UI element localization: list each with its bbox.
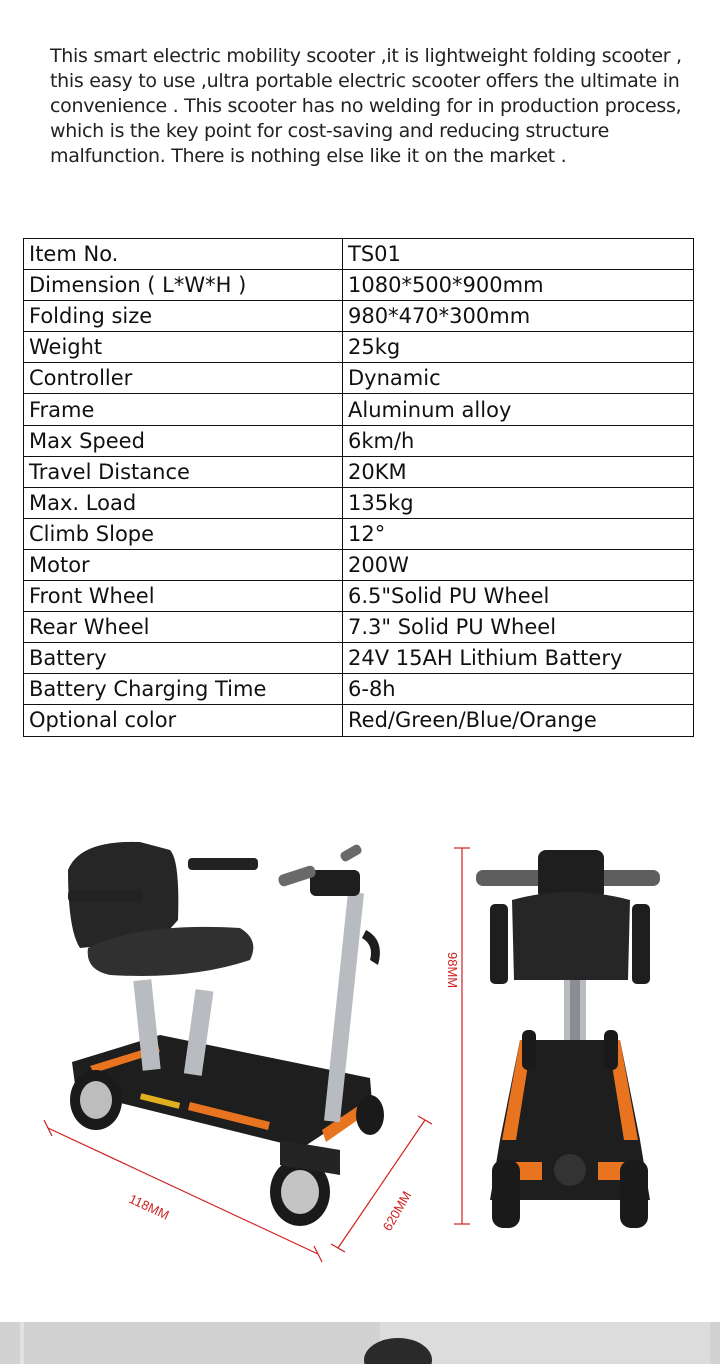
spec-row <box>24 518 694 549</box>
spec-row <box>24 581 694 612</box>
spec-row <box>24 270 694 301</box>
spec-label: Rear Wheel <box>24 612 343 643</box>
spec-value: 24V 15AH Lithium Battery <box>343 643 694 674</box>
spec-row <box>24 456 694 487</box>
length-dimension-label: 118MM <box>126 1191 172 1223</box>
spec-value: Aluminum alloy <box>343 394 694 425</box>
spec-value: 6km/h <box>343 425 694 456</box>
spec-row <box>24 643 694 674</box>
spec-row <box>24 332 694 363</box>
description-line: this easy to use ,ultra portable electric scooter offers the ultimate in <box>50 70 680 92</box>
spec-value: 25kg <box>343 332 694 363</box>
spec-label: Travel Distance <box>24 456 343 487</box>
spec-row <box>24 549 694 580</box>
spec-label: Dimension ( L*W*H ) <box>24 270 343 301</box>
spec-value: TS01 <box>343 239 694 270</box>
spec-label: Weight <box>24 332 343 363</box>
spec-label: Folding size <box>24 301 343 332</box>
width-dimension-label: 620MM <box>379 1188 415 1234</box>
spec-value: 12° <box>343 518 694 549</box>
spec-value: 7.3" Solid PU Wheel <box>343 612 694 643</box>
spec-row <box>24 363 694 394</box>
spec-row <box>24 301 694 332</box>
product-description <box>50 44 710 169</box>
description-line: convenience . This scooter has no welding for in production process, <box>50 95 682 117</box>
spec-row <box>24 487 694 518</box>
person-photo-hint <box>0 1322 720 1364</box>
spec-label: Optional color <box>24 705 343 736</box>
spec-value: 6.5"Solid PU Wheel <box>343 581 694 612</box>
spec-value: Dynamic <box>343 363 694 394</box>
spec-value: 200W <box>343 549 694 580</box>
spec-row <box>24 394 694 425</box>
description-line: which is the key point for cost-saving and reducing structure <box>50 120 610 142</box>
spec-value: 6-8h <box>343 674 694 705</box>
description-line: malfunction. There is nothing else like it on the market . <box>50 145 567 167</box>
scooter-side-illustration <box>40 830 440 1270</box>
height-dimension-label: 98MM <box>445 952 460 989</box>
spec-label: Motor <box>24 549 343 580</box>
spec-label: Max. Load <box>24 487 343 518</box>
spec-value: 135kg <box>343 487 694 518</box>
spec-label: Controller <box>24 363 343 394</box>
spec-label: Frame <box>24 394 343 425</box>
spec-value: 1080*500*900mm <box>343 270 694 301</box>
spec-label: Max Speed <box>24 425 343 456</box>
lifestyle-photo-strip <box>0 1322 720 1364</box>
spec-value: Red/Green/Blue/Orange <box>343 705 694 736</box>
description-line: This smart electric mobility scooter ,it is lightweight folding scooter , <box>50 45 682 67</box>
spec-label: Battery <box>24 643 343 674</box>
spec-value: 20KM <box>343 456 694 487</box>
spec-row <box>24 425 694 456</box>
spec-label: Front Wheel <box>24 581 343 612</box>
spec-row <box>24 674 694 705</box>
spec-row <box>24 239 694 270</box>
spec-label: Climb Slope <box>24 518 343 549</box>
scooter-front-illustration <box>440 840 680 1240</box>
spec-row <box>24 705 694 736</box>
spec-table <box>23 238 694 737</box>
spec-label: Item No. <box>24 239 343 270</box>
spec-value: 980*470*300mm <box>343 301 694 332</box>
spec-row <box>24 612 694 643</box>
spec-label: Battery Charging Time <box>24 674 343 705</box>
